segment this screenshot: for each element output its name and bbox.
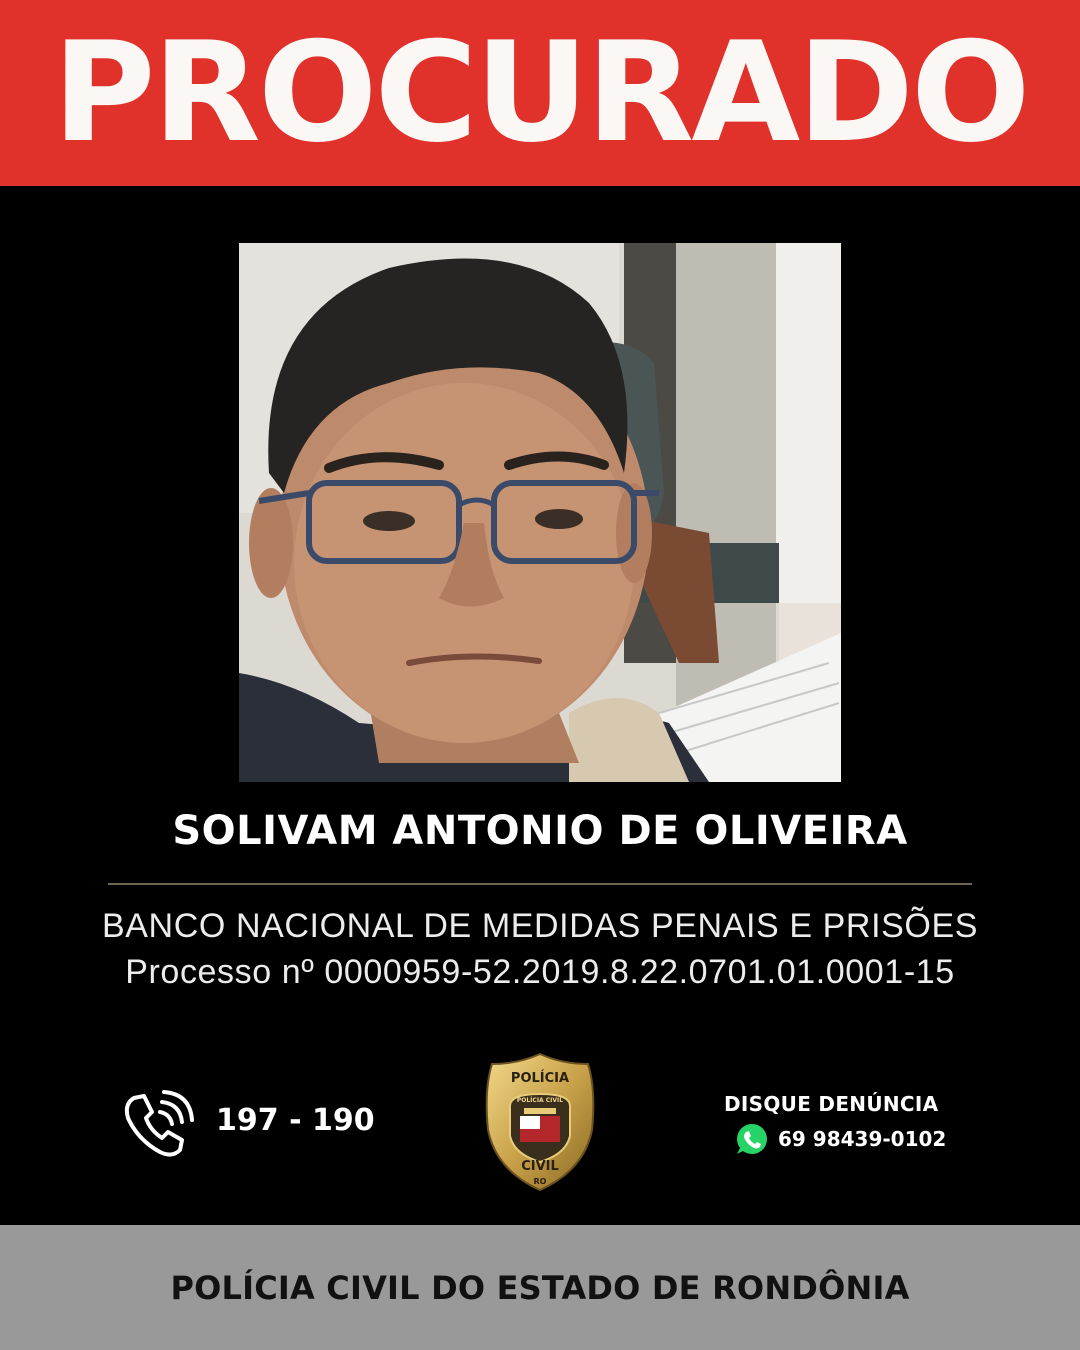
- phone-icon: [120, 1090, 198, 1160]
- page-title: PROCURADO: [52, 12, 1028, 173]
- whatsapp-icon: [735, 1122, 769, 1156]
- policia-civil-badge: [484, 1050, 596, 1194]
- process-number: Processo nº 0000959-52.2019.8.22.0701.01.0001-15: [125, 953, 955, 991]
- footer-text: POLÍCIA CIVIL DO ESTADO DE RONDÔNIA: [170, 1268, 910, 1307]
- divider: [108, 883, 972, 885]
- suspect-name: SOLIVAM ANTONIO DE OLIVEIRA: [172, 808, 908, 854]
- record-source: BANCO NACIONAL DE MEDIDAS PENAIS E PRISÕES: [101, 907, 979, 945]
- badge-bottom-text: CIVIL: [521, 1159, 559, 1174]
- whatsapp-number: 69 98439-0102: [778, 1127, 947, 1151]
- hotline-label: DISQUE DENÚNCIA: [724, 1092, 939, 1116]
- emergency-numbers: 197 - 190: [216, 1103, 375, 1138]
- badge-inner-text: POLÍCIA CIVIL: [516, 1097, 564, 1104]
- footer-bar: [0, 1225, 1080, 1350]
- badge-state-text: RO: [533, 1177, 547, 1186]
- suspect-photo: [239, 243, 841, 782]
- header-banner: [0, 0, 1080, 186]
- badge-top-text: POLÍCIA: [510, 1071, 570, 1086]
